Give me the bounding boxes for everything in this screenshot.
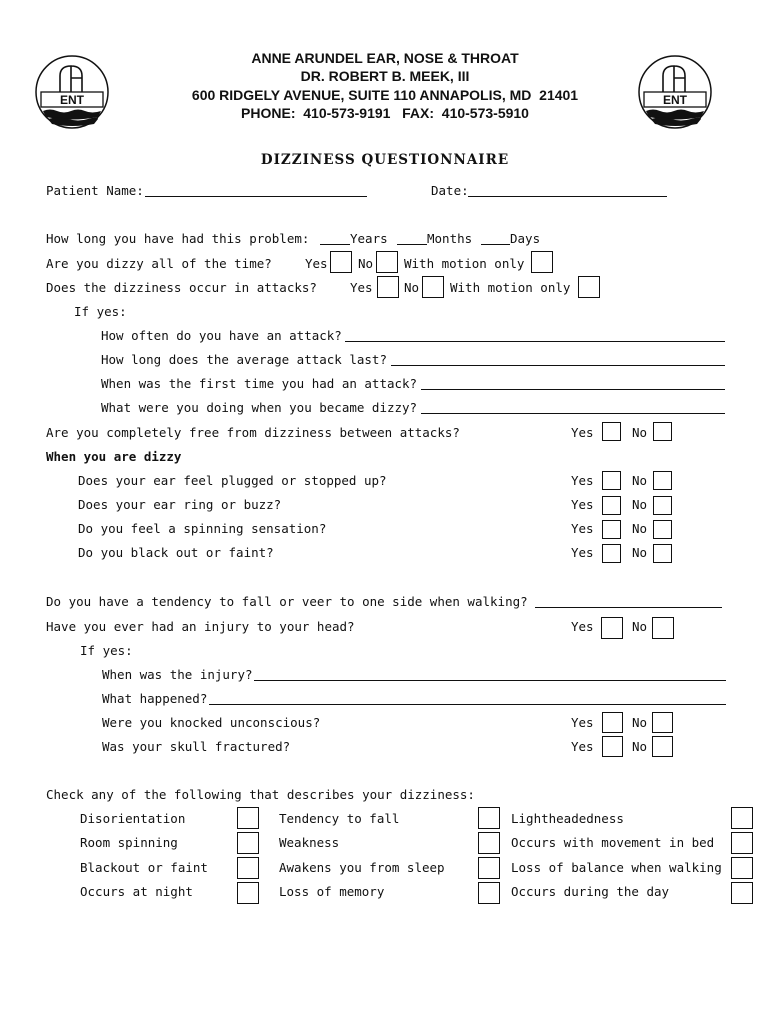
if-yes-label: If yes: bbox=[80, 643, 133, 658]
plugged-yes-checkbox[interactable] bbox=[602, 471, 621, 490]
checklist-checkbox[interactable] bbox=[237, 882, 259, 904]
first-time-field[interactable] bbox=[421, 389, 725, 390]
spinning-question: Do you feel a spinning sensation? bbox=[78, 521, 327, 536]
unconscious-yes-checkbox[interactable] bbox=[602, 712, 623, 733]
if-yes-label: If yes: bbox=[74, 304, 127, 319]
when-injury-question: When was the injury? bbox=[102, 667, 253, 682]
yes-label: Yes bbox=[571, 497, 594, 512]
checklist-checkbox[interactable] bbox=[478, 832, 500, 854]
days-label: Days bbox=[510, 231, 541, 246]
yes-label: Yes bbox=[305, 256, 328, 271]
all-time-motion-checkbox[interactable] bbox=[531, 251, 553, 273]
yes-label: Yes bbox=[350, 280, 373, 295]
checklist-checkbox[interactable] bbox=[478, 857, 500, 879]
all-time-question: Are you dizzy all of the time? bbox=[46, 256, 272, 271]
skull-question: Was your skull fractured? bbox=[102, 739, 291, 754]
when-injury-field[interactable] bbox=[254, 680, 726, 681]
yes-label: Yes bbox=[571, 619, 594, 634]
checklist-label: Room spinning bbox=[80, 835, 178, 850]
months-label: Months bbox=[427, 231, 473, 246]
date-field[interactable] bbox=[468, 196, 667, 197]
fall-veer-field[interactable] bbox=[535, 607, 722, 608]
head-injury-question: Have you ever had an injury to your head? bbox=[46, 619, 355, 634]
no-label: No bbox=[632, 545, 648, 560]
address: 600 RIDGELY AVENUE, SUITE 110 ANNAPOLIS, MD 21401 bbox=[191, 87, 579, 103]
what-happened-field[interactable] bbox=[209, 704, 726, 705]
how-long-label: How long you have had this problem: bbox=[46, 231, 317, 246]
free-between-no-checkbox[interactable] bbox=[653, 422, 672, 441]
checklist-label: Occurs at night bbox=[80, 884, 193, 899]
spinning-no-checkbox[interactable] bbox=[653, 520, 672, 539]
head-injury-yes-checkbox[interactable] bbox=[601, 617, 623, 639]
attacks-no-checkbox[interactable] bbox=[422, 276, 444, 298]
yes-label: Yes bbox=[571, 521, 594, 536]
months-field[interactable] bbox=[397, 244, 427, 245]
skull-no-checkbox[interactable] bbox=[652, 736, 673, 757]
with-motion-label: With motion only bbox=[450, 280, 571, 295]
yes-label: Yes bbox=[571, 545, 594, 560]
check-any-heading: Check any of the following that describes your dizziness: bbox=[46, 787, 475, 802]
no-label: No bbox=[632, 619, 648, 634]
head-injury-no-checkbox[interactable] bbox=[652, 617, 674, 639]
attack-last-field[interactable] bbox=[391, 365, 725, 366]
attacks-motion-checkbox[interactable] bbox=[578, 276, 600, 298]
spinning-yes-checkbox[interactable] bbox=[602, 520, 621, 539]
years-label: Years bbox=[350, 231, 388, 246]
checklist-checkbox[interactable] bbox=[478, 882, 500, 904]
no-label: No bbox=[632, 425, 648, 440]
checklist-checkbox[interactable] bbox=[731, 807, 753, 829]
when-dizzy-heading: When you are dizzy bbox=[46, 449, 182, 464]
years-field[interactable] bbox=[320, 244, 350, 245]
plugged-question: Does your ear feel plugged or stopped up? bbox=[78, 473, 387, 488]
patient-name-label: Patient Name: bbox=[46, 183, 144, 198]
black-out-yes-checkbox[interactable] bbox=[602, 544, 621, 563]
first-time-question: When was the first time you had an attack? bbox=[101, 376, 418, 391]
with-motion-label: With motion only bbox=[404, 256, 525, 271]
all-time-yes-checkbox[interactable] bbox=[330, 251, 352, 273]
date-label: Date: bbox=[431, 183, 469, 198]
doctor-name: DR. ROBERT B. MEEK, III bbox=[300, 68, 470, 84]
free-between-yes-checkbox[interactable] bbox=[602, 422, 621, 441]
no-label: No bbox=[358, 256, 374, 271]
yes-label: Yes bbox=[571, 425, 594, 440]
practice-name: ANNE ARUNDEL EAR, NOSE & THROAT bbox=[251, 50, 519, 66]
unconscious-question: Were you knocked unconscious? bbox=[102, 715, 321, 730]
checklist-label: Awakens you from sleep bbox=[279, 860, 445, 875]
checklist-checkbox[interactable] bbox=[731, 832, 753, 854]
no-label: No bbox=[632, 473, 648, 488]
yes-label: Yes bbox=[571, 739, 594, 754]
checklist-checkbox[interactable] bbox=[237, 832, 259, 854]
unconscious-no-checkbox[interactable] bbox=[652, 712, 673, 733]
fall-veer-question: Do you have a tendency to fall or veer to one side when walking? bbox=[46, 594, 528, 609]
no-label: No bbox=[632, 739, 648, 754]
black-out-question: Do you black out or faint? bbox=[78, 545, 274, 560]
ring-question: Does your ear ring or buzz? bbox=[78, 497, 282, 512]
what-happened-question: What happened? bbox=[102, 691, 208, 706]
ring-no-checkbox[interactable] bbox=[653, 496, 672, 515]
doing-field[interactable] bbox=[421, 413, 725, 414]
checklist-checkbox[interactable] bbox=[731, 882, 753, 904]
doing-question: What were you doing when you became dizzy? bbox=[101, 400, 418, 415]
attack-last-question: How long does the average attack last? bbox=[101, 352, 387, 367]
no-label: No bbox=[632, 521, 648, 536]
checklist-checkbox[interactable] bbox=[237, 857, 259, 879]
how-often-question: How often do you have an attack? bbox=[101, 328, 342, 343]
checklist-label: Loss of balance when walking bbox=[511, 860, 722, 875]
logo-text: ENT bbox=[60, 93, 84, 107]
no-label: No bbox=[404, 280, 420, 295]
page-title: DIZZINESS QUESTIONNAIRE bbox=[260, 152, 510, 168]
no-label: No bbox=[632, 497, 648, 512]
checklist-label: Lightheadedness bbox=[511, 811, 624, 826]
ring-yes-checkbox[interactable] bbox=[602, 496, 621, 515]
skull-yes-checkbox[interactable] bbox=[602, 736, 623, 757]
patient-name-field[interactable] bbox=[145, 196, 367, 197]
no-label: No bbox=[632, 715, 648, 730]
how-often-field[interactable] bbox=[345, 341, 725, 342]
plugged-no-checkbox[interactable] bbox=[653, 471, 672, 490]
checklist-label: Loss of memory bbox=[279, 884, 385, 899]
checklist-label: Occurs during the day bbox=[511, 884, 670, 899]
checklist-label: Weakness bbox=[279, 835, 340, 850]
checklist-checkbox[interactable] bbox=[731, 857, 753, 879]
phone-fax: PHONE: 410-573-9191 FAX: 410-573-5910 bbox=[241, 105, 529, 121]
attacks-yes-checkbox[interactable] bbox=[377, 276, 399, 298]
logo-text: ENT bbox=[663, 93, 687, 107]
yes-label: Yes bbox=[571, 715, 594, 730]
free-between-question: Are you completely free from dizziness between attacks? bbox=[46, 425, 460, 440]
all-time-no-checkbox[interactable] bbox=[376, 251, 398, 273]
black-out-no-checkbox[interactable] bbox=[653, 544, 672, 563]
attacks-question: Does the dizziness occur in attacks? bbox=[46, 280, 317, 295]
checklist-checkbox[interactable] bbox=[478, 807, 500, 829]
checklist-checkbox[interactable] bbox=[237, 807, 259, 829]
checklist-label: Blackout or faint bbox=[80, 860, 208, 875]
checklist-label: Occurs with movement in bed bbox=[511, 835, 715, 850]
yes-label: Yes bbox=[571, 473, 594, 488]
checklist-label: Disorientation bbox=[80, 811, 186, 826]
days-field[interactable] bbox=[481, 244, 510, 245]
checklist-label: Tendency to fall bbox=[279, 811, 400, 826]
